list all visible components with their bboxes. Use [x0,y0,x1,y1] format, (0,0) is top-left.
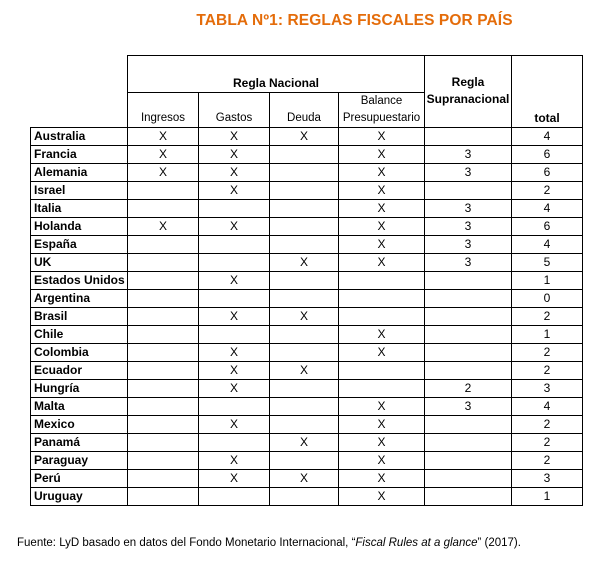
cell-balance [339,361,425,379]
cell-ingresos: X [128,145,199,163]
cell-balance: X [339,415,425,433]
table-row [31,127,583,145]
cell-balance [339,379,425,397]
table-row [31,487,583,505]
cell-balance: X [339,217,425,235]
table-row [31,307,583,325]
cell-ingresos [128,379,199,397]
cell-gastos: X [199,145,270,163]
cell-gastos [199,433,270,451]
cell-ingresos [128,325,199,343]
cell-total: 6 [512,145,583,163]
cell-total: 3 [512,469,583,487]
cell-ingresos [128,487,199,505]
cell-deuda [270,163,339,181]
cell-balance: X [339,325,425,343]
cell-balance: X [339,433,425,451]
cell-deuda [270,235,339,253]
cell-country: Panamá [31,433,128,451]
cell-supra: 3 [425,163,512,181]
cell-ingresos [128,199,199,217]
fiscal-rules-table [30,55,583,506]
cell-ingresos: X [128,163,199,181]
cell-total: 3 [512,379,583,397]
cell-supra: 3 [425,199,512,217]
cell-supra [425,451,512,469]
cell-supra: 3 [425,145,512,163]
cell-balance: X [339,181,425,199]
cell-supra [425,433,512,451]
header-total-blank [512,56,583,93]
cell-ingresos [128,397,199,415]
cell-balance: X [339,451,425,469]
header-gastos: Gastos [199,92,270,127]
cell-ingresos [128,181,199,199]
cell-supra [425,415,512,433]
cell-country: Italia [31,199,128,217]
header-regla-nacional: Regla Nacional [128,56,425,93]
table-row [31,361,583,379]
cell-country: Colombia [31,343,128,361]
cell-deuda: X [270,127,339,145]
cell-total: 4 [512,199,583,217]
header-balance [339,92,425,127]
table-title: TABLA Nº1: REGLAS FISCALES POR PAÍS [196,12,513,29]
cell-country: Hungría [31,379,128,397]
cell-country: Brasil [31,307,128,325]
cell-country: Argentina [31,289,128,307]
header-supra-line2: Supranacional [426,92,510,107]
cell-gastos: X [199,217,270,235]
cell-ingresos [128,235,199,253]
table-row [31,379,583,397]
header-total: total [512,92,583,127]
cell-deuda [270,415,339,433]
cell-gastos: X [199,361,270,379]
table-row [31,289,583,307]
table-row [31,451,583,469]
table-row [31,271,583,289]
table-row [31,325,583,343]
cell-gastos: X [199,451,270,469]
cell-balance: X [339,199,425,217]
cell-deuda: X [270,433,339,451]
cell-country: España [31,235,128,253]
cell-total: 1 [512,487,583,505]
header-supra-line1: Regla [451,75,485,90]
header-row-top [31,56,583,93]
cell-deuda [270,289,339,307]
cell-total: 5 [512,253,583,271]
header-regla-supranacional [425,56,512,128]
cell-balance: X [339,127,425,145]
cell-gastos: X [199,181,270,199]
cell-supra [425,325,512,343]
cell-gastos: X [199,343,270,361]
cell-total: 6 [512,163,583,181]
cell-total: 4 [512,235,583,253]
cell-balance: X [339,235,425,253]
cell-total: 2 [512,451,583,469]
source-prefix: Fuente: LyD basado en datos del Fondo Monetario Internacional, “ [17,537,356,549]
cell-ingresos [128,361,199,379]
cell-country: Israel [31,181,128,199]
cell-gastos [199,253,270,271]
cell-deuda [270,343,339,361]
cell-ingresos [128,343,199,361]
cell-supra [425,271,512,289]
cell-deuda [270,181,339,199]
cell-gastos [199,199,270,217]
table-row [31,163,583,181]
cell-total: 2 [512,433,583,451]
header-balance-line2: Presupuestario [342,111,421,124]
cell-country: Chile [31,325,128,343]
cell-country: Francia [31,145,128,163]
table-row [31,397,583,415]
cell-ingresos [128,307,199,325]
cell-country: Perú [31,469,128,487]
cell-balance: X [339,397,425,415]
cell-supra [425,289,512,307]
cell-deuda: X [270,307,339,325]
cell-total: 4 [512,397,583,415]
cell-total: 1 [512,325,583,343]
table-row [31,199,583,217]
cell-total: 0 [512,289,583,307]
table-row [31,343,583,361]
cell-gastos [199,487,270,505]
cell-deuda [270,145,339,163]
cell-gastos [199,235,270,253]
cell-supra [425,361,512,379]
source-title: Fiscal Rules at a glance [355,537,478,549]
cell-total: 2 [512,361,583,379]
cell-supra [425,127,512,145]
cell-supra: 3 [425,217,512,235]
cell-deuda: X [270,469,339,487]
cell-balance [339,271,425,289]
source-note [17,537,521,549]
cell-deuda [270,271,339,289]
cell-ingresos [128,451,199,469]
cell-deuda [270,451,339,469]
cell-supra: 2 [425,379,512,397]
cell-ingresos [128,289,199,307]
cell-total: 2 [512,307,583,325]
cell-gastos: X [199,379,270,397]
cell-deuda [270,487,339,505]
cell-balance [339,307,425,325]
cell-total: 2 [512,415,583,433]
cell-deuda [270,199,339,217]
cell-supra [425,343,512,361]
cell-country: Malta [31,397,128,415]
source-suffix: ” (2017). [477,537,521,549]
cell-total: 6 [512,217,583,235]
header-balance-line1: Balance [360,94,403,107]
cell-gastos: X [199,163,270,181]
cell-balance [339,289,425,307]
header-ingresos: Ingresos [128,92,199,127]
cell-supra: 3 [425,253,512,271]
table-row [31,235,583,253]
cell-total: 2 [512,343,583,361]
cell-country: Holanda [31,217,128,235]
header-deuda: Deuda [270,92,339,127]
cell-supra: 3 [425,235,512,253]
header-blank-cell [31,56,128,128]
cell-gastos: X [199,307,270,325]
cell-total: 4 [512,127,583,145]
cell-deuda [270,325,339,343]
cell-country: Paraguay [31,451,128,469]
cell-gastos: X [199,469,270,487]
cell-balance: X [339,469,425,487]
cell-ingresos: X [128,217,199,235]
cell-supra [425,181,512,199]
cell-supra [425,469,512,487]
cell-total: 2 [512,181,583,199]
cell-gastos: X [199,127,270,145]
cell-supra [425,307,512,325]
cell-country: Ecuador [31,361,128,379]
table-row [31,181,583,199]
cell-country: Alemania [31,163,128,181]
cell-ingresos [128,271,199,289]
cell-gastos [199,289,270,307]
cell-gastos [199,325,270,343]
cell-country: Mexico [31,415,128,433]
cell-country: Australia [31,127,128,145]
cell-deuda [270,379,339,397]
table-row [31,253,583,271]
cell-ingresos: X [128,127,199,145]
cell-ingresos [128,253,199,271]
cell-ingresos [128,469,199,487]
cell-supra: 3 [425,397,512,415]
cell-ingresos [128,433,199,451]
cell-deuda [270,217,339,235]
cell-balance: X [339,343,425,361]
cell-gastos [199,397,270,415]
table-row [31,217,583,235]
cell-balance: X [339,253,425,271]
cell-gastos: X [199,415,270,433]
cell-country: UK [31,253,128,271]
table-row [31,433,583,451]
cell-deuda: X [270,361,339,379]
cell-country: Estados Unidos [31,271,128,289]
cell-deuda: X [270,253,339,271]
cell-ingresos [128,415,199,433]
table-row [31,145,583,163]
cell-country: Uruguay [31,487,128,505]
cell-balance: X [339,487,425,505]
cell-supra [425,487,512,505]
table-row [31,469,583,487]
cell-balance: X [339,145,425,163]
cell-deuda [270,397,339,415]
cell-gastos: X [199,271,270,289]
cell-total: 1 [512,271,583,289]
cell-balance: X [339,163,425,181]
table-row [31,415,583,433]
